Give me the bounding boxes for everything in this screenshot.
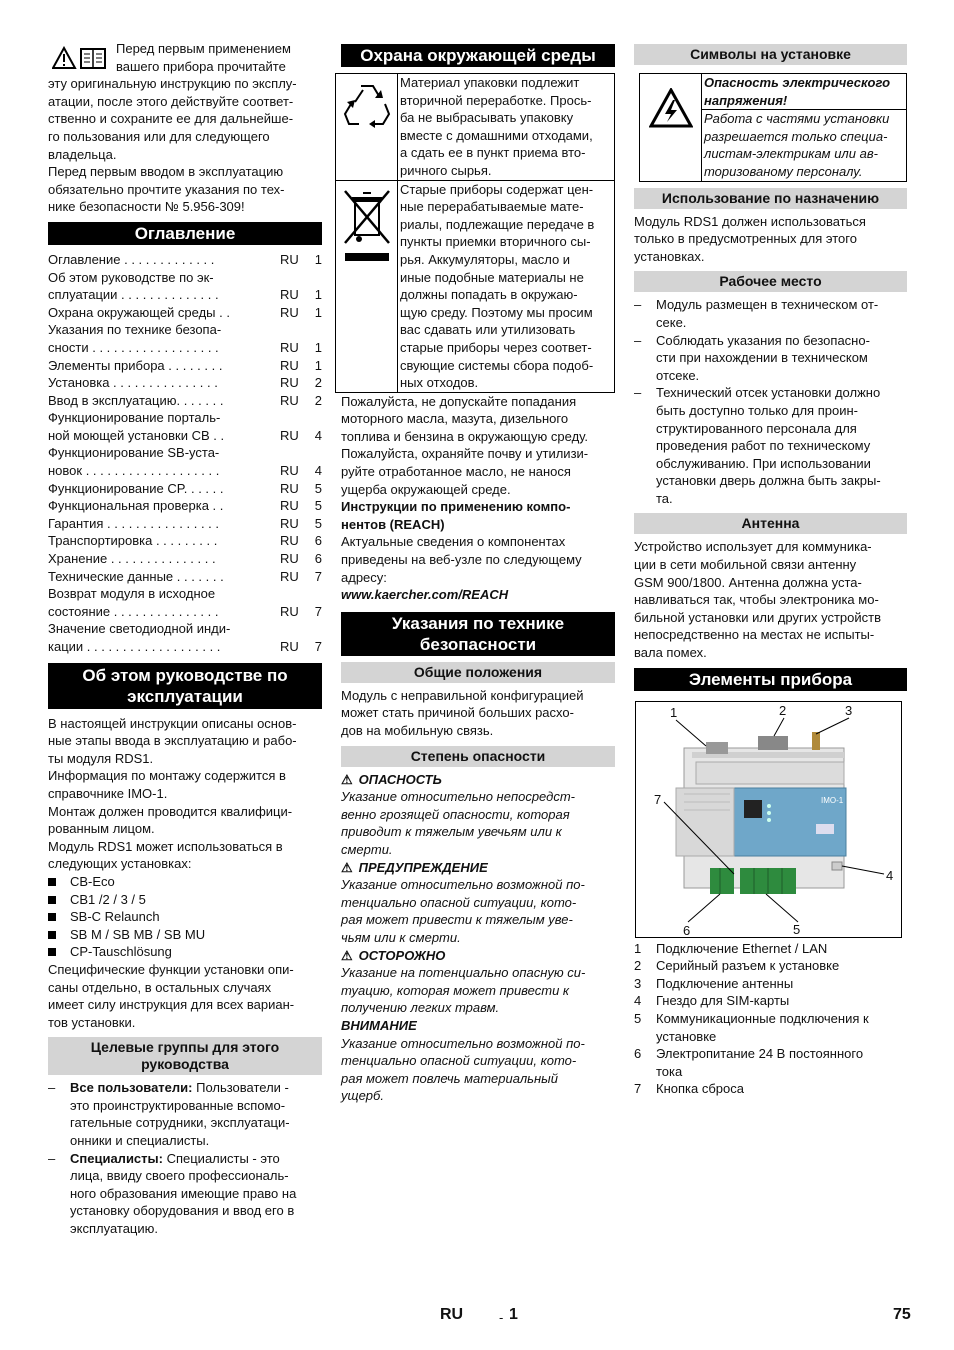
general-title: Общие положения: [341, 662, 615, 683]
about-p5-3: тов установки.: [48, 1014, 136, 1030]
antenna-text: навливаться так, чтобы электроника мо-: [634, 592, 879, 608]
toc-row[interactable]: Элементы прибора . . . . . . . . RU 1: [48, 357, 322, 373]
list-item: – Все пользователи: Пользователи - это проинструктированные вспомо- гательные сотрудники, эксплуатаци- онники и специалисты.: [48, 1080, 290, 1149]
workplace-list: [634, 296, 907, 507]
toc-row[interactable]: новок . . . . . . . . . . . . . . . . . . . RU 4: [48, 463, 322, 479]
env-text: топлива и бензина в окружающую среду.: [341, 428, 588, 444]
recycling-icon: [336, 74, 398, 181]
danger-text: смерти.: [341, 841, 393, 857]
env-title: Охрана окружающей среды: [341, 44, 615, 67]
toc-row[interactable]: Оглавление . . . . . . . . . . . . . RU 1: [48, 251, 322, 267]
caution-text: Указание на потенциально опасную си-: [341, 965, 586, 981]
toc-row[interactable]: Указания по технике безопа-: [48, 322, 222, 338]
list-item: 1 Подключение Ethernet / LAN: [634, 940, 828, 956]
about-p2-1: справочнике IMO-1.: [48, 785, 168, 801]
antenna-text: непосредственно на местах не испыты-: [634, 627, 875, 643]
list-item: CB1 /2 / 3 / 5: [48, 891, 322, 909]
workplace-title: Рабочее место: [634, 271, 907, 292]
targets-title: Целевые группы для этого руководства: [48, 1037, 322, 1075]
warning-triangle-icon: ⚠: [341, 947, 353, 963]
list-item: – Специалисты: Специалисты - это лица, ввиду своего профессиональ- ного образования имеющие право на установку оборудования и ввод его в эксплуатацию.: [48, 1150, 297, 1237]
toc-row[interactable]: кации . . . . . . . . . . . . . . . . . . . RU 7: [48, 639, 322, 654]
about-p1-0: В настоящей инструкции описаны основ-: [48, 715, 297, 731]
reach-text: Актуальные сведения о компонентах: [341, 534, 566, 550]
safety-note-0: Перед первым вводом в эксплуатацию: [48, 164, 284, 180]
attention-text: ущерб.: [341, 1088, 384, 1104]
toc-row[interactable]: Охрана окружающей среды . . RU 1: [48, 304, 322, 320]
intro-rest-0: эту оригинальную инструкцию по эксплу-: [48, 76, 297, 92]
usage-title: Использование по назначению: [634, 188, 907, 209]
toc-row[interactable]: Функционирование порталь-: [48, 410, 221, 426]
toc-row[interactable]: Об этом руководстве по эк-: [48, 269, 214, 285]
elements-list: [634, 940, 907, 1098]
general-text: Модуль с неправильной конфигурацией: [341, 687, 584, 703]
intro-rest-4: владельца.: [48, 146, 117, 162]
callout-7: 7: [654, 791, 662, 807]
toc-list: [48, 251, 322, 656]
about-title: Об этом руководстве по эксплуатации: [48, 663, 322, 709]
env-text: руйте отработанное масло, не нанося: [341, 464, 571, 480]
warning-label: ⚠ ПРЕДУПРЕЖДЕНИЕ: [341, 859, 488, 875]
caution-text: получению легких травм.: [341, 1000, 500, 1016]
device-label: IMO-1: [821, 795, 844, 805]
symbols-bottom: Работа с частями установки разрешается только специа- листам-электрикам или ав- торизованому персоналу.: [704, 111, 890, 179]
usage-text: Модуль RDS1 должен использоваться: [634, 213, 866, 229]
electric-hazard-icon: [640, 74, 702, 181]
warning-text: тенциально опасной ситуации, кото-: [341, 894, 577, 910]
antenna-text: GSM 900/1800. Антенна должна уста-: [634, 574, 862, 590]
warning-triangle-icon: ⚠: [341, 771, 353, 787]
intro-block: [48, 40, 322, 216]
toc-row[interactable]: сности . . . . . . . . . . . . . . . . . . RU 1: [48, 339, 322, 355]
callout-1: 1: [670, 704, 678, 720]
safety-title: Указания по технике безопасности: [341, 612, 615, 656]
footer-sep: -: [499, 1310, 504, 1325]
callout-2: 2: [779, 702, 787, 718]
antenna-text: Устройство использует для коммуника-: [634, 539, 872, 555]
safety-note-1: обязательно прочтите указания по тех-: [48, 181, 285, 197]
warning-text: рая может привести к тяжелым уве-: [341, 912, 573, 928]
reach-url-link[interactable]: www.kaercher.com/REACH: [341, 587, 509, 603]
toc-row[interactable]: ной моющей установки CB . . RU 4: [48, 427, 322, 443]
callout-3: 3: [845, 702, 853, 718]
toc-row[interactable]: Ввод в эксплуатацию. . . . . . . RU 2: [48, 392, 322, 408]
list-item: – Технический отсек установки должно быть доступно только для проин- структированного персонала для проведения работ по техническому обслуживанию. При использовании установки дверь должна быть закры- та.: [634, 385, 881, 506]
callout-6: 6: [683, 922, 691, 938]
antenna-title: Антенна: [634, 513, 907, 534]
intro-rest-3: го пользования или для следующего: [48, 128, 270, 144]
list-item: 6 Электропитание 24 В постоянного тока: [634, 1046, 864, 1079]
warning-manual-icons: [52, 46, 108, 68]
caution-text: туацию, которая может привести к: [341, 982, 570, 998]
list-item: SB-C Relaunch: [48, 908, 322, 926]
targets-list: [48, 1079, 322, 1237]
column-middle: [341, 44, 615, 1105]
warning-triangle-icon: ⚠: [341, 859, 353, 875]
danger-text: приводит к тяжелым увечьям или к: [341, 824, 562, 840]
danger-text: Указание относительно непосредст-: [341, 789, 575, 805]
toc-row[interactable]: Значение светодиодной инди-: [48, 621, 231, 637]
list-item: 5 Коммуникационные подключения к установке: [634, 1011, 869, 1044]
about-p4-0: Модуль RDS1 может использоваться в: [48, 838, 283, 854]
column-left: [48, 40, 322, 1238]
toc-row[interactable]: состояние . . . . . . . . . . . . . . . RU 7: [48, 603, 322, 619]
device-photo: [635, 701, 902, 938]
reach-text: адресу:: [341, 569, 387, 585]
list-item: – Модуль размещен в техническом от- секе.: [634, 297, 879, 330]
about-p5-2: имеет силу инструкция для всех вариан-: [48, 997, 295, 1013]
caution-label: ⚠ ОСТОРОЖНО: [341, 947, 446, 963]
toc-row[interactable]: Возврат модуля в исходное: [48, 586, 216, 602]
env-text: Пожалуйста, не допускайте попадания: [341, 393, 577, 409]
symbols-box: [639, 73, 907, 182]
list-item: – Соблюдать указания по безопасно- сти при нахождении в техническом отсеке.: [634, 332, 870, 383]
usage-text: только в предусмотренных для этого: [634, 231, 857, 247]
list-item: SB M / SB MB / SB MU: [48, 926, 322, 944]
warning-text: Указание относительно возможной по-: [341, 877, 585, 893]
reach-text: приведены на веб-узле по следующему: [341, 552, 582, 568]
antenna-text: вала помех.: [634, 645, 707, 661]
elements-title: Элементы прибора: [634, 668, 907, 691]
intro-rest-1: атации, после этого действуйте соответ-: [48, 93, 294, 109]
attention-text: тенциально опасной ситуации, кото-: [341, 1053, 577, 1069]
callout-5: 5: [793, 921, 801, 937]
general-text: дов на мобильную связь.: [341, 723, 494, 738]
toc-row[interactable]: Функционирование SB-уста-: [48, 445, 220, 461]
toc-row[interactable]: Установка . . . . . . . . . . . . . . . RU 2: [48, 375, 322, 391]
levels-title: Степень опасности: [341, 746, 615, 767]
about-p1-1: ные этапы ввода в эксплуатацию и рабо-: [48, 733, 297, 749]
about-p1-2: ты модуля RDS1.: [48, 750, 154, 766]
symbols-title: Символы на установке: [634, 44, 907, 65]
attention-label: ВНИМАНИЕ: [341, 1017, 417, 1033]
list-item: 2 Серийный разъем к установке: [634, 958, 840, 974]
attention-text: рая может повлечь материальный: [341, 1070, 558, 1086]
env-text: ущерба окружающей среде.: [341, 481, 511, 497]
reach-title: нентов (REACH): [341, 516, 445, 532]
list-item: 7 Кнопка сброса: [634, 1081, 744, 1097]
env-row-packaging: Материал упаковки подлежит вторичной переработке. Прось- ба не выбрасывать упаковку вместе с домашними отходами, а сдать ее в пункт приема вто- ричного сырья.: [398, 74, 615, 181]
env-text: Пожалуйста, охраняйте почву и утилизи-: [341, 446, 589, 462]
toc-row[interactable]: сплуатации . . . . . . . . . . . . . . RU 1: [48, 287, 322, 303]
antenna-text: бильной установки или других устройств: [634, 609, 882, 625]
about-p5-0: Специфические функции установки опи-: [48, 961, 294, 977]
antenna-text: ции в сети мобильной связи антенну: [634, 557, 857, 573]
intro-line-1: Перед первым применением: [116, 41, 291, 56]
about-p3-1: рованным лицом.: [48, 821, 155, 837]
safety-note-2: нике безопасности № 5.956-309!: [48, 199, 245, 215]
page-number: 75: [893, 1306, 911, 1323]
column-right: [634, 44, 907, 1098]
toc-row[interactable]: Гарантия . . . . . . . . . . . . . . . . RU 5: [48, 515, 322, 531]
attention-text: Указание относительно возможной по-: [341, 1035, 585, 1051]
intro-rest-2: ственно и сохраните ее для дальнейше-: [48, 111, 294, 127]
intro-line-2: вашего прибора прочитайте: [116, 58, 286, 74]
reach-title: Инструкции по применению компо-: [341, 499, 571, 515]
about-p2-0: Информация по монтажу содержится в: [48, 768, 286, 784]
list-item: CP-Tauschlösung: [48, 943, 322, 961]
usage-text: установках.: [634, 248, 705, 264]
toc-row[interactable]: Хранение . . . . . . . . . . . . . . . RU 6: [48, 551, 322, 567]
toc-title: Оглавление: [48, 222, 322, 245]
env-table: [335, 73, 615, 393]
danger-label: ⚠ ОПАСНОСТЬ: [341, 771, 442, 787]
about-p4-1: следующих установках:: [48, 856, 192, 872]
about-p5-1: саны отдельно, в остальных случаях: [48, 979, 272, 995]
warning-icon: [52, 46, 108, 70]
env-row-old-devices: Старые приборы содержат цен- ные перерабатываемые мате- риалы, подлежащие передаче в пункты приемки вторичного сы- рья. Аккумуляторы, масло и иные подобные материалы не должны попадать в окружаю- щую среду. Поэтому мы просим вас сдавать или утилизовать старые приборы через соответ- свующие системы сбора подоб- ных отходов.: [398, 180, 615, 392]
toc-row[interactable]: Транспортировка . . . . . . . . . RU 6: [48, 533, 322, 549]
list-item: 3 Подключение антенны: [634, 975, 794, 991]
toc-row[interactable]: Технические данные . . . . . . . RU 7: [48, 568, 322, 584]
list-item: CB-Eco: [48, 873, 322, 891]
toc-row[interactable]: Функционирование CP. . . . . . RU 5: [48, 480, 322, 496]
installations-list: [48, 873, 322, 961]
footer-lang: RU: [440, 1306, 464, 1323]
warning-text: чьям или к смерти.: [341, 929, 461, 945]
about-p3-0: Монтаж должен проводится квалифици-: [48, 803, 293, 819]
danger-text: венно грозящей опасности, которая: [341, 806, 570, 822]
general-text: может стать причиной больших расхо-: [341, 705, 574, 721]
list-item: 4 Гнездо для SIM-карты: [634, 993, 790, 1009]
symbols-top: Опасность электрического напряжения!: [702, 74, 906, 110]
env-text: моторного масла, мазута, дизельного: [341, 411, 569, 427]
weee-bin-icon: [336, 180, 398, 392]
toc-row[interactable]: Функциональная проверка . . RU 5: [48, 498, 322, 514]
callout-4: 4: [886, 867, 894, 883]
footer-page-num: 1: [509, 1306, 518, 1323]
